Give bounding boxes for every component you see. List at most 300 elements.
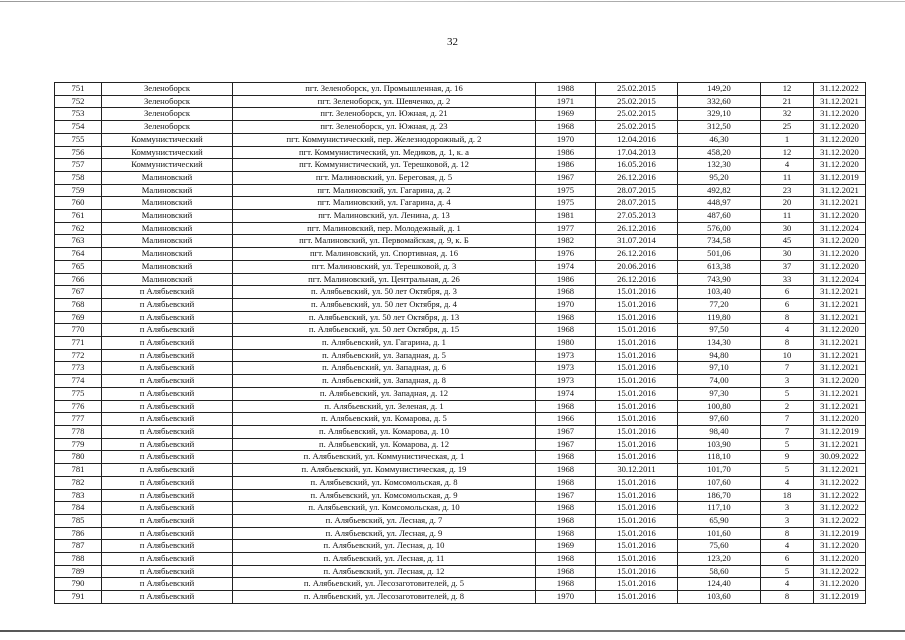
date-cell: 15.01.2016: [596, 413, 678, 426]
row-number-cell: 768: [55, 298, 102, 311]
area-cell: 103,90: [678, 438, 761, 451]
residents-count-cell: 10: [761, 349, 814, 362]
year-built-cell: 1967: [536, 425, 596, 438]
deadline-cell: 31.12.2020: [814, 159, 866, 172]
year-built-cell: 1970: [536, 298, 596, 311]
table-row: [55, 222, 866, 235]
row-number-cell: 786: [55, 527, 102, 540]
year-built-cell: 1968: [536, 400, 596, 413]
row-number-cell: 755: [55, 133, 102, 146]
settlement-cell: п Алябьевский: [102, 540, 233, 553]
date-cell: 25.02.2015: [596, 108, 678, 121]
table-row: [55, 438, 866, 451]
address-cell: пгт. Малиновский, ул. Гагарина, д. 4: [233, 197, 536, 210]
row-number-cell: 759: [55, 184, 102, 197]
deadline-cell: 31.12.2021: [814, 362, 866, 375]
area-cell: 613,38: [678, 260, 761, 273]
deadline-cell: 31.12.2019: [814, 425, 866, 438]
area-cell: 103,60: [678, 591, 761, 604]
table-row: [55, 337, 866, 350]
date-cell: 20.06.2016: [596, 260, 678, 273]
address-cell: пгт. Малиновский, ул. Терешковой, д. 3: [233, 260, 536, 273]
date-cell: 15.01.2016: [596, 298, 678, 311]
settlement-cell: п Алябьевский: [102, 489, 233, 502]
year-built-cell: 1967: [536, 171, 596, 184]
table-row: [55, 197, 866, 210]
settlement-cell: Малиновский: [102, 273, 233, 286]
date-cell: 15.01.2016: [596, 438, 678, 451]
table-row: [55, 235, 866, 248]
area-cell: 458,20: [678, 146, 761, 159]
date-cell: 15.01.2016: [596, 578, 678, 591]
row-number-cell: 785: [55, 514, 102, 527]
address-cell: пгт. Зеленоборск, ул. Южная, д. 21: [233, 108, 536, 121]
settlement-cell: п Алябьевский: [102, 451, 233, 464]
deadline-cell: 31.12.2021: [814, 286, 866, 299]
row-number-cell: 783: [55, 489, 102, 502]
year-built-cell: 1968: [536, 565, 596, 578]
area-cell: 501,06: [678, 248, 761, 261]
area-cell: 100,80: [678, 400, 761, 413]
year-built-cell: 1976: [536, 248, 596, 261]
housing-registry-table: [54, 82, 866, 604]
date-cell: 31.07.2014: [596, 235, 678, 248]
area-cell: 134,30: [678, 337, 761, 350]
date-cell: 16.05.2016: [596, 159, 678, 172]
row-number-cell: 771: [55, 337, 102, 350]
residents-count-cell: 25: [761, 121, 814, 134]
year-built-cell: 1969: [536, 540, 596, 553]
address-cell: пгт. Малиновский, ул. Центральная, д. 26: [233, 273, 536, 286]
date-cell: 26.12.2016: [596, 248, 678, 261]
deadline-cell: 31.12.2022: [814, 489, 866, 502]
year-built-cell: 1968: [536, 286, 596, 299]
year-built-cell: 1975: [536, 184, 596, 197]
row-number-cell: 766: [55, 273, 102, 286]
address-cell: п. Алябьевский, ул. Западная, д. 12: [233, 387, 536, 400]
residents-count-cell: 3: [761, 502, 814, 515]
area-cell: 97,30: [678, 387, 761, 400]
deadline-cell: 31.12.2020: [814, 210, 866, 223]
row-number-cell: 757: [55, 159, 102, 172]
year-built-cell: 1968: [536, 502, 596, 515]
year-built-cell: 1980: [536, 337, 596, 350]
deadline-cell: 31.12.2022: [814, 514, 866, 527]
residents-count-cell: 5: [761, 565, 814, 578]
year-built-cell: 1968: [536, 464, 596, 477]
settlement-cell: Зеленоборск: [102, 95, 233, 108]
table-row: [55, 476, 866, 489]
settlement-cell: п Алябьевский: [102, 464, 233, 477]
settlement-cell: п Алябьевский: [102, 476, 233, 489]
deadline-cell: 31.12.2021: [814, 464, 866, 477]
deadline-cell: 31.12.2020: [814, 235, 866, 248]
deadline-cell: 31.12.2021: [814, 387, 866, 400]
table-row: [55, 591, 866, 604]
settlement-cell: п Алябьевский: [102, 578, 233, 591]
area-cell: 487,60: [678, 210, 761, 223]
area-cell: 312,50: [678, 121, 761, 134]
residents-count-cell: 11: [761, 171, 814, 184]
settlement-cell: п Алябьевский: [102, 298, 233, 311]
residents-count-cell: 4: [761, 540, 814, 553]
year-built-cell: 1986: [536, 159, 596, 172]
row-number-cell: 763: [55, 235, 102, 248]
area-cell: 118,10: [678, 451, 761, 464]
address-cell: п. Алябьевский, ул. Западная, д. 5: [233, 349, 536, 362]
deadline-cell: 31.12.2020: [814, 413, 866, 426]
area-cell: 97,50: [678, 324, 761, 337]
table-row: [55, 527, 866, 540]
year-built-cell: 1971: [536, 95, 596, 108]
area-cell: 329,10: [678, 108, 761, 121]
residents-count-cell: 4: [761, 159, 814, 172]
address-cell: пгт. Зеленоборск, ул. Южная, д. 23: [233, 121, 536, 134]
row-number-cell: 773: [55, 362, 102, 375]
date-cell: 15.01.2016: [596, 337, 678, 350]
table-row: [55, 95, 866, 108]
year-built-cell: 1973: [536, 362, 596, 375]
deadline-cell: 31.12.2020: [814, 146, 866, 159]
residents-count-cell: 6: [761, 298, 814, 311]
date-cell: 27.05.2013: [596, 210, 678, 223]
deadline-cell: 31.12.2019: [814, 171, 866, 184]
address-cell: п. Алябьевский, ул. Лесозаготовителей, д. 5: [233, 578, 536, 591]
deadline-cell: 31.12.2020: [814, 133, 866, 146]
area-cell: 98,40: [678, 425, 761, 438]
residents-count-cell: 5: [761, 464, 814, 477]
row-number-cell: 778: [55, 425, 102, 438]
row-number-cell: 756: [55, 146, 102, 159]
table-row: [55, 578, 866, 591]
area-cell: 734,58: [678, 235, 761, 248]
date-cell: 15.01.2016: [596, 591, 678, 604]
year-built-cell: 1986: [536, 146, 596, 159]
address-cell: п. Алябьевский, ул. Западная, д. 8: [233, 375, 536, 388]
table-row: [55, 311, 866, 324]
address-cell: п. Алябьевский, ул. Комарова, д. 10: [233, 425, 536, 438]
settlement-cell: п Алябьевский: [102, 324, 233, 337]
residents-count-cell: 3: [761, 375, 814, 388]
area-cell: 107,60: [678, 476, 761, 489]
row-number-cell: 789: [55, 565, 102, 578]
settlement-cell: п Алябьевский: [102, 502, 233, 515]
deadline-cell: 31.12.2020: [814, 375, 866, 388]
date-cell: 12.04.2016: [596, 133, 678, 146]
row-number-cell: 780: [55, 451, 102, 464]
residents-count-cell: 8: [761, 337, 814, 350]
address-cell: пгт. Малиновский, ул. Первомайская, д. 9, к. Б: [233, 235, 536, 248]
page-number: 32: [447, 36, 458, 48]
area-cell: 743,90: [678, 273, 761, 286]
address-cell: пгт. Зеленоборск, ул. Промышленная, д. 16: [233, 83, 536, 96]
year-built-cell: 1968: [536, 451, 596, 464]
date-cell: 15.01.2016: [596, 311, 678, 324]
year-built-cell: 1982: [536, 235, 596, 248]
settlement-cell: п Алябьевский: [102, 400, 233, 413]
deadline-cell: 31.12.2021: [814, 438, 866, 451]
address-cell: п. Алябьевский, ул. Комсомольская, д. 8: [233, 476, 536, 489]
residents-count-cell: 30: [761, 222, 814, 235]
address-cell: пгт. Малиновский, ул. Ленина, д. 13: [233, 210, 536, 223]
row-number-cell: 754: [55, 121, 102, 134]
row-number-cell: 758: [55, 171, 102, 184]
row-number-cell: 762: [55, 222, 102, 235]
settlement-cell: п Алябьевский: [102, 425, 233, 438]
table-row: [55, 121, 866, 134]
date-cell: 15.01.2016: [596, 565, 678, 578]
deadline-cell: 31.12.2019: [814, 591, 866, 604]
table-row: [55, 146, 866, 159]
table-row: [55, 451, 866, 464]
row-number-cell: 788: [55, 553, 102, 566]
date-cell: 26.12.2016: [596, 171, 678, 184]
residents-count-cell: 5: [761, 387, 814, 400]
table-row: [55, 159, 866, 172]
address-cell: п. Алябьевский, ул. Гагарина, д. 1: [233, 337, 536, 350]
date-cell: 15.01.2016: [596, 375, 678, 388]
deadline-cell: 31.12.2022: [814, 83, 866, 96]
row-number-cell: 791: [55, 591, 102, 604]
deadline-cell: 31.12.2019: [814, 527, 866, 540]
row-number-cell: 782: [55, 476, 102, 489]
settlement-cell: Малиновский: [102, 222, 233, 235]
settlement-cell: п Алябьевский: [102, 438, 233, 451]
settlement-cell: п Алябьевский: [102, 349, 233, 362]
deadline-cell: 31.12.2020: [814, 108, 866, 121]
address-cell: п. Алябьевский, ул. 50 лет Октября, д. 3: [233, 286, 536, 299]
date-cell: 26.12.2016: [596, 273, 678, 286]
area-cell: 123,20: [678, 553, 761, 566]
row-number-cell: 764: [55, 248, 102, 261]
date-cell: 15.01.2016: [596, 324, 678, 337]
date-cell: 15.01.2016: [596, 502, 678, 515]
area-cell: 132,30: [678, 159, 761, 172]
table-row: [55, 273, 866, 286]
address-cell: п. Алябьевский, ул. Западная, д. 6: [233, 362, 536, 375]
table-row: [55, 210, 866, 223]
table-row: [55, 387, 866, 400]
residents-count-cell: 7: [761, 362, 814, 375]
deadline-cell: 31.12.2021: [814, 298, 866, 311]
year-built-cell: 1975: [536, 197, 596, 210]
settlement-cell: Малиновский: [102, 171, 233, 184]
residents-count-cell: 11: [761, 210, 814, 223]
settlement-cell: Малиновский: [102, 197, 233, 210]
residents-count-cell: 8: [761, 311, 814, 324]
residents-count-cell: 30: [761, 248, 814, 261]
area-cell: 117,10: [678, 502, 761, 515]
settlement-cell: Зеленоборск: [102, 121, 233, 134]
address-cell: пгт. Малиновский, ул. Гагарина, д. 2: [233, 184, 536, 197]
date-cell: 15.01.2016: [596, 527, 678, 540]
year-built-cell: 1969: [536, 108, 596, 121]
residents-count-cell: 8: [761, 591, 814, 604]
deadline-cell: 31.12.2020: [814, 121, 866, 134]
table-row: [55, 133, 866, 146]
table-row: [55, 514, 866, 527]
table-row: [55, 349, 866, 362]
deadline-cell: 31.12.2020: [814, 553, 866, 566]
year-built-cell: 1970: [536, 591, 596, 604]
settlement-cell: п Алябьевский: [102, 286, 233, 299]
year-built-cell: 1977: [536, 222, 596, 235]
table-row: [55, 171, 866, 184]
scan-edge-bottom: [0, 630, 905, 632]
residents-count-cell: 1: [761, 133, 814, 146]
date-cell: 15.01.2016: [596, 286, 678, 299]
settlement-cell: Зеленоборск: [102, 83, 233, 96]
address-cell: пгт. Коммунистический, пер. Железнодорожный, д. 2: [233, 133, 536, 146]
row-number-cell: 765: [55, 260, 102, 273]
residents-count-cell: 7: [761, 425, 814, 438]
year-built-cell: 1973: [536, 349, 596, 362]
row-number-cell: 781: [55, 464, 102, 477]
address-cell: п. Алябьевский, ул. 50 лет Октября, д. 13: [233, 311, 536, 324]
date-cell: 15.01.2016: [596, 400, 678, 413]
deadline-cell: 31.12.2021: [814, 95, 866, 108]
date-cell: 15.01.2016: [596, 349, 678, 362]
address-cell: п. Алябьевский, ул. 50 лет Октября, д. 15: [233, 324, 536, 337]
row-number-cell: 784: [55, 502, 102, 515]
row-number-cell: 779: [55, 438, 102, 451]
residents-count-cell: 21: [761, 95, 814, 108]
residents-count-cell: 7: [761, 413, 814, 426]
table-row: [55, 553, 866, 566]
row-number-cell: 751: [55, 83, 102, 96]
date-cell: 15.01.2016: [596, 540, 678, 553]
year-built-cell: 1988: [536, 83, 596, 96]
residents-count-cell: 12: [761, 146, 814, 159]
residents-count-cell: 8: [761, 527, 814, 540]
deadline-cell: 31.12.2021: [814, 337, 866, 350]
area-cell: 75,60: [678, 540, 761, 553]
settlement-cell: п Алябьевский: [102, 375, 233, 388]
year-built-cell: 1967: [536, 489, 596, 502]
address-cell: п. Алябьевский, ул. Лесная, д. 12: [233, 565, 536, 578]
area-cell: 74,00: [678, 375, 761, 388]
address-cell: п. Алябьевский, ул. Комсомольская, д. 10: [233, 502, 536, 515]
table-row: [55, 260, 866, 273]
address-cell: пгт. Малиновский, ул. Спортивная, д. 16: [233, 248, 536, 261]
deadline-cell: 31.12.2020: [814, 248, 866, 261]
deadline-cell: 31.12.2020: [814, 578, 866, 591]
date-cell: 28.07.2015: [596, 184, 678, 197]
table-row: [55, 83, 866, 96]
table-row: [55, 362, 866, 375]
deadline-cell: 31.12.2022: [814, 476, 866, 489]
year-built-cell: 1968: [536, 121, 596, 134]
area-cell: 492,82: [678, 184, 761, 197]
address-cell: п. Алябьевский, ул. Лесозаготовителей, д. 8: [233, 591, 536, 604]
deadline-cell: 31.12.2020: [814, 260, 866, 273]
deadline-cell: 31.12.2021: [814, 184, 866, 197]
residents-count-cell: 6: [761, 553, 814, 566]
residents-count-cell: 9: [761, 451, 814, 464]
deadline-cell: 31.12.2022: [814, 565, 866, 578]
row-number-cell: 787: [55, 540, 102, 553]
row-number-cell: 770: [55, 324, 102, 337]
residents-count-cell: 37: [761, 260, 814, 273]
area-cell: 101,70: [678, 464, 761, 477]
area-cell: 576,00: [678, 222, 761, 235]
row-number-cell: 752: [55, 95, 102, 108]
date-cell: 15.01.2016: [596, 425, 678, 438]
year-built-cell: 1968: [536, 578, 596, 591]
settlement-cell: п Алябьевский: [102, 387, 233, 400]
address-cell: п. Алябьевский, ул. Лесная, д. 10: [233, 540, 536, 553]
table-row: [55, 540, 866, 553]
area-cell: 448,97: [678, 197, 761, 210]
address-cell: п. Алябьевский, ул. Комарова, д. 12: [233, 438, 536, 451]
table-row: [55, 108, 866, 121]
date-cell: 15.01.2016: [596, 387, 678, 400]
row-number-cell: 790: [55, 578, 102, 591]
residents-count-cell: 20: [761, 197, 814, 210]
residents-count-cell: 3: [761, 514, 814, 527]
address-cell: пгт. Зеленоборск, ул. Шевченко, д. 2: [233, 95, 536, 108]
area-cell: 119,80: [678, 311, 761, 324]
area-cell: 65,90: [678, 514, 761, 527]
year-built-cell: 1974: [536, 387, 596, 400]
settlement-cell: п Алябьевский: [102, 337, 233, 350]
settlement-cell: Коммунистический: [102, 133, 233, 146]
residents-count-cell: 4: [761, 476, 814, 489]
area-cell: 124,40: [678, 578, 761, 591]
date-cell: 15.01.2016: [596, 553, 678, 566]
settlement-cell: п Алябьевский: [102, 311, 233, 324]
year-built-cell: 1973: [536, 375, 596, 388]
table-row: [55, 400, 866, 413]
year-built-cell: 1968: [536, 514, 596, 527]
row-number-cell: 775: [55, 387, 102, 400]
settlement-cell: п Алябьевский: [102, 514, 233, 527]
residents-count-cell: 23: [761, 184, 814, 197]
table-row: [55, 413, 866, 426]
year-built-cell: 1966: [536, 413, 596, 426]
row-number-cell: 753: [55, 108, 102, 121]
table-row: [55, 565, 866, 578]
deadline-cell: 31.12.2021: [814, 349, 866, 362]
date-cell: 15.01.2016: [596, 362, 678, 375]
residents-count-cell: 12: [761, 83, 814, 96]
residents-count-cell: 4: [761, 578, 814, 591]
settlement-cell: п Алябьевский: [102, 413, 233, 426]
settlement-cell: п Алябьевский: [102, 591, 233, 604]
deadline-cell: 31.12.2022: [814, 502, 866, 515]
address-cell: п. Алябьевский, ул. Зеленая, д. 1: [233, 400, 536, 413]
year-built-cell: 1968: [536, 324, 596, 337]
row-number-cell: 760: [55, 197, 102, 210]
row-number-cell: 772: [55, 349, 102, 362]
year-built-cell: 1968: [536, 527, 596, 540]
settlement-cell: Малиновский: [102, 248, 233, 261]
area-cell: 101,60: [678, 527, 761, 540]
residents-count-cell: 4: [761, 324, 814, 337]
residents-count-cell: 45: [761, 235, 814, 248]
date-cell: 15.01.2016: [596, 476, 678, 489]
row-number-cell: 777: [55, 413, 102, 426]
settlement-cell: п Алябьевский: [102, 362, 233, 375]
address-cell: пгт. Малиновский, пер. Молодежный, д. 1: [233, 222, 536, 235]
residents-count-cell: 6: [761, 286, 814, 299]
area-cell: 46,30: [678, 133, 761, 146]
address-cell: п. Алябьевский, ул. 50 лет Октября, д. 4: [233, 298, 536, 311]
table-row: [55, 286, 866, 299]
table-row: [55, 184, 866, 197]
row-number-cell: 776: [55, 400, 102, 413]
date-cell: 25.02.2015: [596, 95, 678, 108]
